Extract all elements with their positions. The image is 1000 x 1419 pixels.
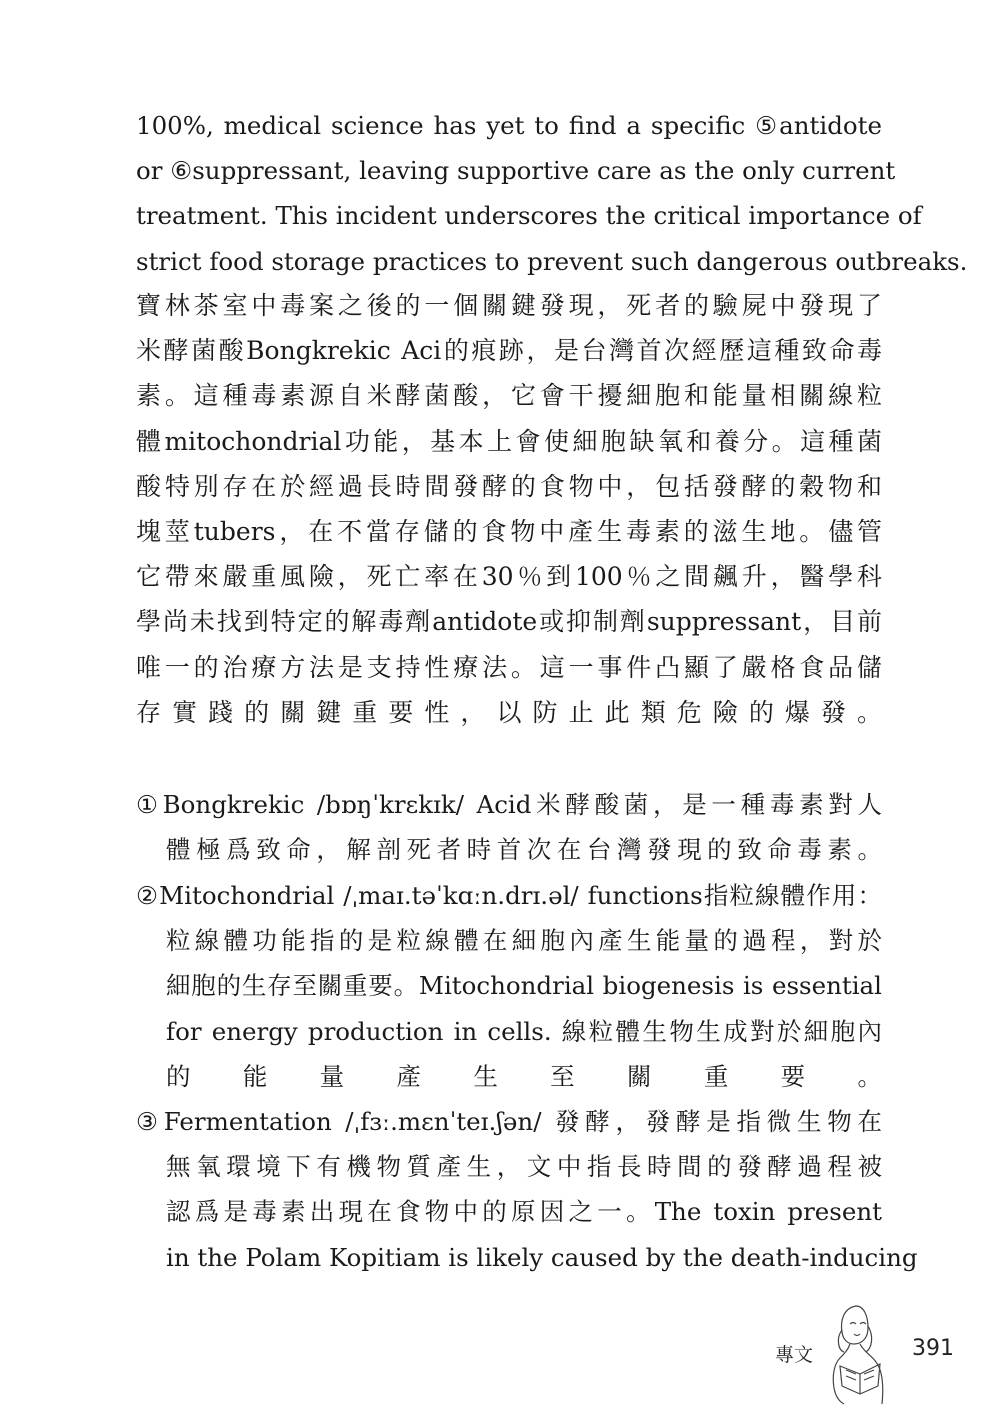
reading-woman-illustration [826, 1300, 892, 1404]
paragraph-line: 素。這種毒素源自米酵菌酸，它會干擾細胞和能量相關線粒 [136, 381, 882, 411]
paragraph-line: 米酵菌酸Bongkrekic Aci的痕跡，是台灣首次經歷這種致命毒 [136, 336, 882, 366]
paragraph-line: 寶林茶室中毒案之後的一個關鍵發現，死者的驗屍中發現了 [136, 291, 882, 320]
vocab-note-3 [136, 1099, 918, 1280]
paragraph-line: 唯一的治療方法是支持性療法。這一事件凸顯了嚴格食品儲 [136, 652, 882, 682]
note-line: 體極爲致命，解剖死者時首次在台灣發現的致命毒素。 [166, 835, 882, 865]
note-line: 粒線體功能指的是粒線體在細胞內產生能量的過程，對於 [166, 926, 882, 956]
paragraph-line: treatment. This incident underscores the critical importance of [136, 201, 922, 231]
note-line: ②Mitochondrial /ˌmaɪ.təˈkɑːn.drɪ.əl/ functions指粒線體作用： [136, 881, 882, 910]
vocab-note-1 [136, 782, 882, 872]
note-line: ①Bongkrekic /bɒŋˈkrɛkɪk/ Acid米酵酸菌，是一種毒素對人 [136, 790, 882, 819]
paragraph-line: 酸特別存在於經過長時間發酵的食物中，包括發酵的穀物和 [136, 471, 882, 501]
note-line: ③Fermentation /ˌfɜː.mɛnˈteɪ.ʃən/ 發酵，發酵是指微生物在 [136, 1107, 882, 1136]
note-line: for energy production in cells. 線粒體生物生成對於細胞內 [166, 1016, 882, 1046]
paragraph-line: or ⑥suppressant, leaving supportive care as the only current [136, 156, 896, 186]
paragraph-line: 學尚未找到特定的解毒劑antidote或抑制劑suppressant，目前 [136, 607, 882, 637]
english-paragraph [136, 103, 968, 284]
paragraph-line: 它帶來嚴重風險，死亡率在30％到100％之間飆升，醫學科 [136, 562, 882, 592]
paragraph-line: 存實踐的關鍵重要性，以防止此類危險的爆發。 [136, 697, 882, 727]
vocab-note-2 [136, 873, 882, 1099]
note-line: in the Polam Kopitiam is likely caused by the death-inducing [166, 1242, 918, 1272]
chinese-paragraph [136, 283, 882, 735]
note-line: 無氧環境下有機物質產生，文中指長時間的發酵過程被 [166, 1152, 882, 1182]
paragraph-line: strict food storage practices to prevent such dangerous outbreaks. [136, 246, 968, 276]
page-number: 391 [912, 1336, 954, 1361]
note-line: 的能量產生至關重要。 [166, 1061, 882, 1091]
note-line: 細胞的生存至關重要。Mitochondrial biogenesis is essential [166, 971, 882, 1001]
note-line: 認爲是毒素出現在食物中的原因之一。The toxin present [166, 1197, 882, 1227]
paragraph-line: 100%, medical science has yet to find a specific ⑤antidote [136, 111, 882, 140]
paragraph-line: 塊莖tubers，在不當存儲的食物中產生毒素的滋生地。儘管 [136, 516, 882, 546]
section-label: 專文 [775, 1344, 814, 1366]
paragraph-line: 體mitochondrial功能，基本上會使細胞缺氧和養分。這種菌 [136, 426, 882, 456]
